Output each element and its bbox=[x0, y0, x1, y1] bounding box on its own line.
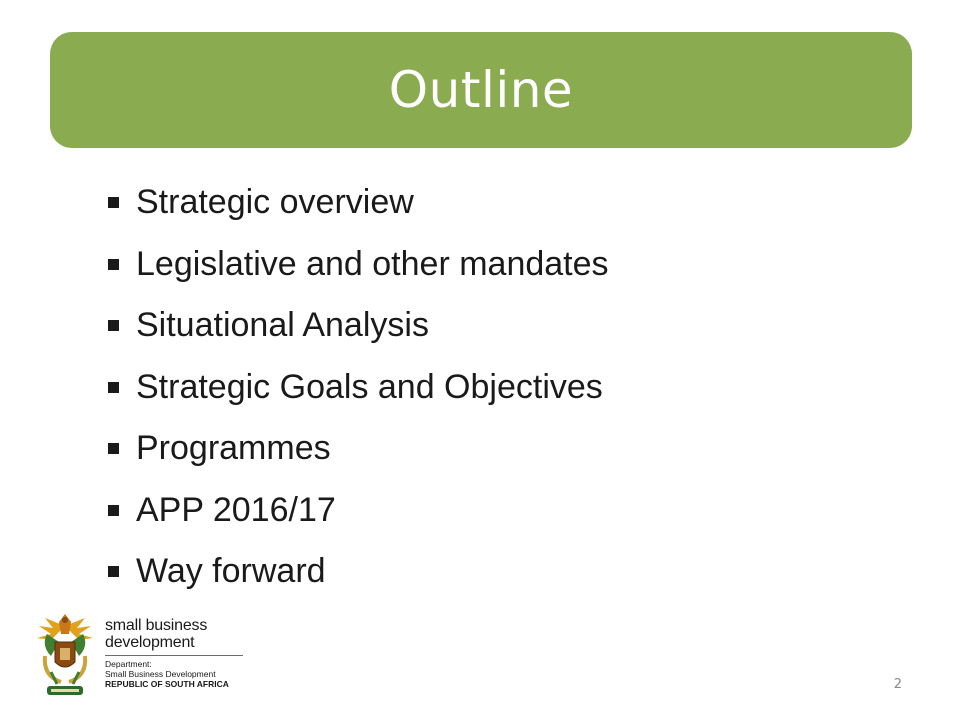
square-bullet-icon bbox=[108, 443, 119, 454]
list-item-text: APP 2016/17 bbox=[136, 490, 336, 529]
slide-title: Outline bbox=[388, 61, 574, 119]
logo-divider bbox=[105, 655, 243, 656]
square-bullet-icon bbox=[108, 320, 119, 331]
logo-country: REPUBLIC OF SOUTH AFRICA bbox=[105, 679, 229, 689]
logo-line-development: development bbox=[105, 634, 195, 651]
square-bullet-icon bbox=[108, 382, 119, 393]
list-item-text: Situational Analysis bbox=[136, 306, 429, 345]
square-bullet-icon bbox=[108, 259, 119, 270]
list-item-text: Way forward bbox=[136, 552, 326, 591]
list-item bbox=[108, 480, 609, 542]
list-item-text: Strategic overview bbox=[136, 183, 414, 222]
coat-of-arms-icon bbox=[33, 612, 97, 698]
list-item bbox=[108, 418, 609, 480]
page-number: 2 bbox=[893, 677, 902, 692]
list-item bbox=[108, 172, 609, 234]
list-item-text: Legislative and other mandates bbox=[136, 244, 609, 283]
list-item bbox=[108, 541, 609, 603]
list-item bbox=[108, 234, 609, 296]
square-bullet-icon bbox=[108, 197, 119, 208]
list-item-text: Strategic Goals and Objectives bbox=[136, 367, 603, 406]
square-bullet-icon bbox=[108, 566, 119, 577]
outline-list bbox=[108, 172, 609, 603]
title-banner bbox=[50, 32, 912, 148]
list-item bbox=[108, 357, 609, 419]
list-item-text: Programmes bbox=[136, 429, 331, 468]
logo-line-small-business: small business bbox=[105, 617, 208, 634]
department-logo bbox=[33, 612, 273, 698]
logo-department-name: Small Business Development bbox=[105, 669, 216, 679]
square-bullet-icon bbox=[108, 505, 119, 516]
logo-department-label: Department: bbox=[105, 659, 152, 669]
list-item bbox=[108, 295, 609, 357]
